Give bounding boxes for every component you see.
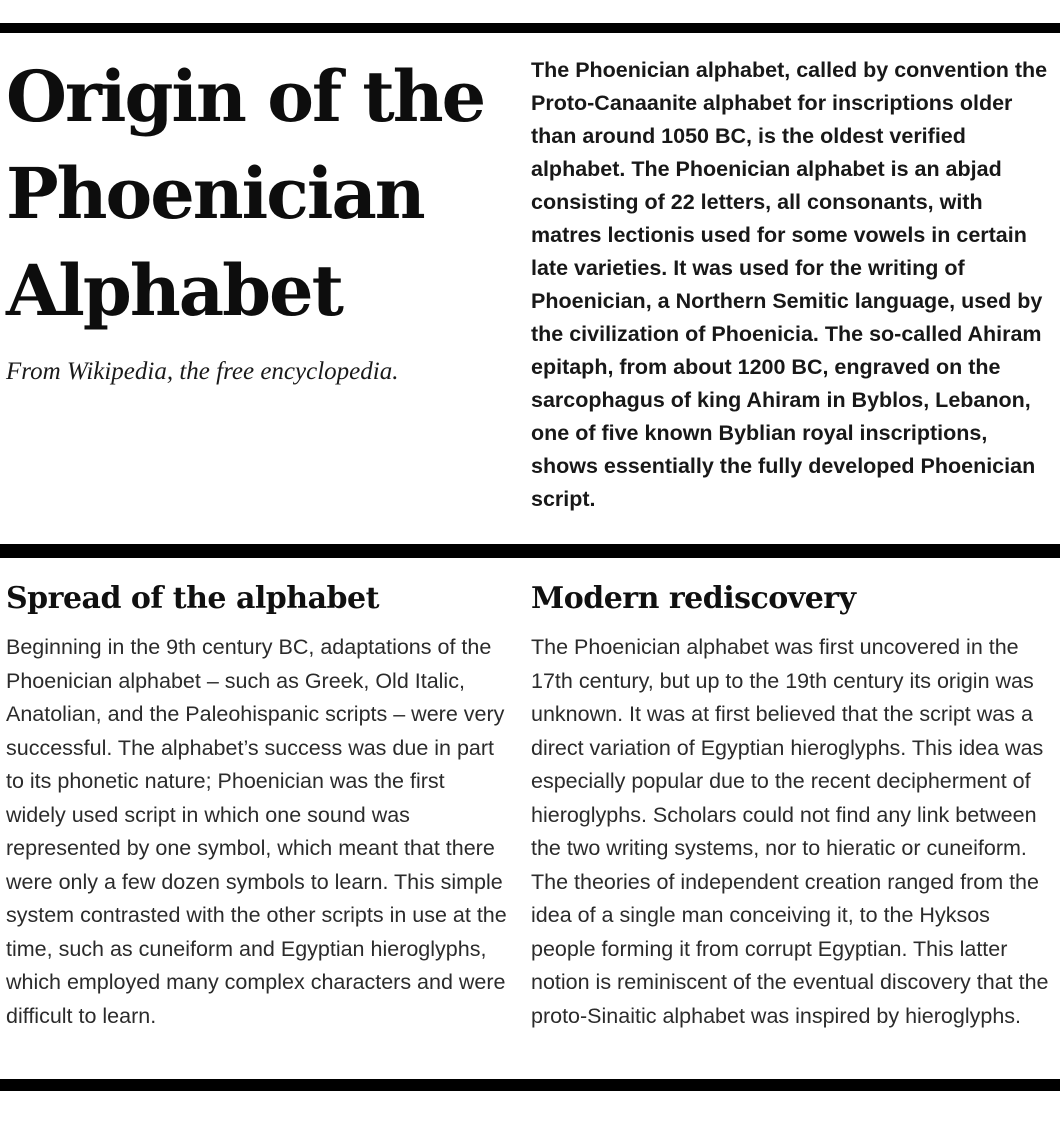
section-heading: Spread of the alphabet (6, 581, 379, 616)
intro-paragraph: The Phoenician alphabet, called by convention the Proto-Canaanite alphabet for inscriptions older than around 1050 BC, is the oldest verified alphabet. The Phoenician alphabet is an abjad consisting of 22 letters, all consonants, with matres lectionis used for some vowels in certain late varieties. It was used for the writing of Phoenician, a Northern Semitic language, used by the civilization of Phoenicia. The so-called Ahiram epitaph, from about 1200 BC, engraved on the sarcophagus of king Ahiram in Byblos, Lebanon, one of five known Byblian royal inscriptions, shows essentially the fully developed Phoenician script. (531, 58, 1048, 511)
section-spread-of-the-alphabet (6, 581, 518, 1079)
masthead-title-column (6, 48, 518, 544)
section-body: The Phoenician alphabet was first uncovered in the 17th century, but up to the 19th century its origin was unknown. It was at first believed that the script was a direct variation of Egyptian hieroglyphs. This idea was especially popular due to the recent decipherment of hieroglyphs. Scholars could not find any link between the two writing systems, nor to hieratic or cuneiform. The theories of independent creation ranged from the idea of a single man conceiving it, to the Hyksos people forming it from corrupt Egyptian. This latter notion is reminiscent of the eventual discovery that the proto-Sinaitic alphabet was inspired by hieroglyphs. (531, 635, 1049, 1028)
section-modern-rediscovery (518, 581, 1056, 1079)
article-page (0, 23, 1060, 1125)
article-subtitle: From Wikipedia, the free encyclopedia. (6, 358, 399, 385)
masthead-intro-column (518, 48, 1056, 544)
article-sections (0, 558, 1060, 1079)
section-heading: Modern rediscovery (531, 581, 856, 616)
section-divider-rule (0, 544, 1060, 558)
masthead (0, 48, 1060, 544)
bottom-rule (0, 1079, 1060, 1091)
page-title: Origin of the Phoenician Alphabet (6, 55, 485, 332)
section-body: Beginning in the 9th century BC, adaptations of the Phoenician alphabet – such as Greek, Old Italic, Anatolian, and the Paleohispanic scripts – were very successful. The alphabet’s success was due in part to its phonetic nature; Phoenician was the first widely used script in which one sound was represented by one symbol, which meant that there were only a few dozen symbols to learn. This simple system contrasted with the other scripts in use at the time, such as cuneiform and Egyptian hieroglyphs, which employed many complex characters and were difficult to learn. (6, 635, 507, 1028)
top-rule (0, 23, 1060, 33)
